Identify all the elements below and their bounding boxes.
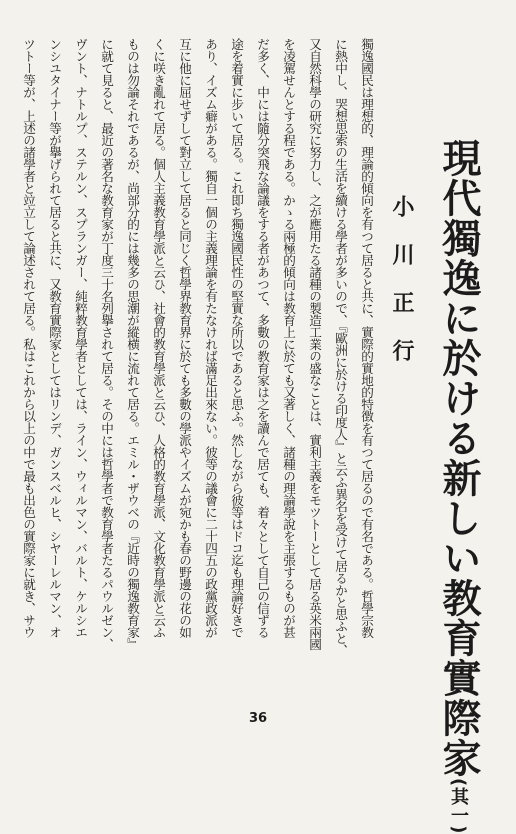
body-column: だ多く、中には隨分突飛な論議をする者があつて、多數の教育家は之を讀んで居ても、着々として自己の信ずる [255,38,270,638]
body-column: ツトー等が、上述の諸學者と竝立して論述されて居る。私はこれから以上の中で最も出色の實際家に就き、サウ [21,38,36,638]
author-name: 小川正行 [389,195,415,387]
page-number: 36 [248,711,268,726]
title-part-number: (其一) [448,778,469,834]
body-column: ものは勿論それであるが、尚部分的には幾多の思潮が縱横に流れて居る。エミル・ザウベの『近時の獨逸教育家』 [125,38,140,650]
body-column: に熱中し、哭想思索の生活を續ける學者が多いので、『歐洲に於ける印度人』と云ふ異名を受けて居るかと思ふと、 [333,38,348,656]
title-main: 現代獨逸に於ける新しい教育實際家 [436,138,481,778]
body-column: 途を着實に步いて居る。これ即ち獨逸國民性の堅實な所以であると思ふ。然しながら彼等はドコ迄も理論好きで [229,38,244,638]
body-column: ンシユタイナー等が擧げられて居ると共に、又教育實際家としてはリンデ、ガンスベルヒ、シヤーレルマン、オ [47,38,62,638]
body-column: あり、イズム癖がある。獨自一個の主義理論を有たなければ滿足出來ない。彼等の議會に二十四五の政黨政派が [203,38,218,638]
body-column: に就て見ると、最近の著名な教育家が丁度三十名列擧されて居る。その中には哲學者で教育學者たるパウルゼン、 [99,38,114,650]
body-column: くに咲き亂れて居る。個人主義教育學派と云ひ、社會的教育學派と云ひ、人格的教育學派、文化教育學派と云ふ [151,38,166,638]
body-column: 互に他に屈せずして對立して居ると同じく哲學界教育界に於ても多數の學派やイズムが宛かも春の野邊の花の如 [177,38,192,638]
body-column: を凌駕せんとする程である。かゝる兩極的傾向は教育上に於ても又著しく、諸種の理論學說を主張するものが甚 [281,38,296,638]
body-column: 又自然科學の研究に努力し、之が應用たる諸種の製造工業の盛なことは、實利主義をモツトーとして居る英米兩國 [307,38,322,650]
body-column: 獨逸國民は理想的、理論的傾向を有つて居ると共に、實際的實地的特徴を有つて居るので有名である。哲學宗教 [359,38,374,638]
article-title [425,138,487,834]
body-column: ヴント、ナトルプ、ステルン、スプランガー、純粹教育學者としては、ライン、ウィルマン、バルト、ケルシエ [73,38,88,638]
body-text [12,38,375,693]
